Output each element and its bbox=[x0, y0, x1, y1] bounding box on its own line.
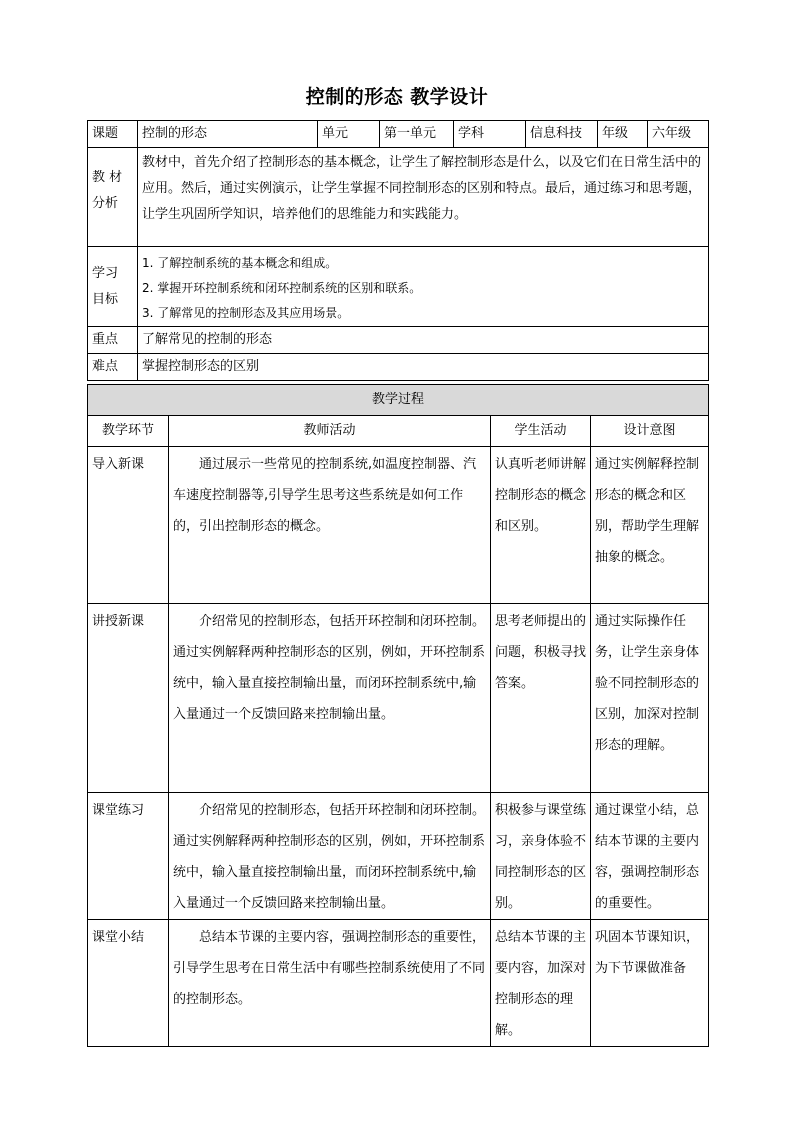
goals-label-line2: 目标 bbox=[92, 291, 119, 307]
grade-label: 年级 bbox=[598, 121, 648, 148]
student-activity-cell: 认真听老师讲解控制形态的概念和区别。 bbox=[491, 447, 591, 604]
goal-item: 1. 了解控制系统的基本概念和组成。 bbox=[142, 256, 338, 270]
header-intent: 设计意图 bbox=[591, 416, 709, 447]
header-stage: 教学环节 bbox=[88, 416, 169, 447]
unit-label: 单元 bbox=[318, 121, 380, 148]
info-row-analysis bbox=[88, 148, 709, 247]
teacher-activity-cell: 总结本节课的主要内容，强调控制形态的重要性，引导学生思考在日常生活中有哪些控制系统使用了不同的控制形态。 bbox=[169, 920, 491, 1047]
course-info-table bbox=[87, 120, 709, 381]
analysis-label-line2: 分析 bbox=[92, 196, 119, 211]
key-value: 了解常见的控制的形态 bbox=[138, 327, 709, 354]
topic-value: 控制的形态 bbox=[138, 121, 318, 148]
student-activity-cell: 总结本节课的主要内容，加深对控制形态的理解。 bbox=[491, 920, 591, 1047]
analysis-label-line1: 教 材 bbox=[92, 170, 123, 185]
process-row bbox=[88, 920, 709, 1047]
design-intent-cell: 巩固本节课知识，为下节课做准备 bbox=[591, 920, 709, 1047]
design-intent-cell: 通过实例解释控制形态的概念和区别，帮助学生理解抽象的概念。 bbox=[591, 447, 709, 604]
design-intent-cell: 通过实际操作任务，让学生亲身体验不同控制形态的区别，加深对控制形态的理解。 bbox=[591, 604, 709, 793]
process-header-row bbox=[88, 416, 709, 447]
process-row bbox=[88, 447, 709, 604]
design-intent-cell: 通过课堂小结，总结本节课的主要内容，强调控制形态的重要性。 bbox=[591, 793, 709, 920]
student-activity-cell: 思考老师提出的问题，积极寻找答案。 bbox=[491, 604, 591, 793]
stage-cell: 课堂练习 bbox=[88, 793, 169, 920]
subject-value: 信息科技 bbox=[526, 121, 598, 148]
goals-list bbox=[138, 247, 709, 327]
analysis-text: 教材中，首先介绍了控制形态的基本概念，让学生了解控制形态是什么，以及它们在日常生活中的应用。然后，通过实例演示，让学生掌握不同控制形态的区别和特点。最后，通过练习和思考题，让学生巩固所学知识，培养他们的思维能力和实践能力。 bbox=[138, 148, 709, 247]
teacher-activity-cell: 通过展示一些常见的控制系统,如温度控制器、汽车速度控制器等,引导学生思考这些系统是如何工作的，引出控制形态的概念。 bbox=[169, 447, 491, 604]
unit-value: 第一单元 bbox=[380, 121, 454, 148]
grade-value: 六年级 bbox=[648, 121, 709, 148]
process-banner-row bbox=[88, 385, 709, 416]
key-label: 重点 bbox=[88, 327, 138, 354]
topic-label: 课题 bbox=[88, 121, 138, 148]
goal-item: 3. 了解常见的控制形态及其应用场景。 bbox=[142, 306, 350, 320]
analysis-label bbox=[88, 148, 138, 247]
stage-cell: 导入新课 bbox=[88, 447, 169, 604]
header-student: 学生活动 bbox=[491, 416, 591, 447]
goals-label-line1: 学习 bbox=[92, 265, 119, 281]
stage-cell: 课堂小结 bbox=[88, 920, 169, 1047]
student-activity-cell: 积极参与课堂练习，亲身体验不同控制形态的区别。 bbox=[491, 793, 591, 920]
document-title: 控制的形态 教学设计 bbox=[305, 86, 489, 108]
process-row bbox=[88, 604, 709, 793]
stage-cell: 讲授新课 bbox=[88, 604, 169, 793]
teacher-activity-cell: 介绍常见的控制形态，包括开环控制和闭环控制。通过实例解释两种控制形态的区别，例如，开环控制系统中，输入量直接控制输出量，而闭环控制系统中,输入量通过一个反馈回路来控制输出量。 bbox=[169, 793, 491, 920]
goal-item: 2. 掌握开环控制系统和闭环控制系统的区别和联系。 bbox=[142, 281, 422, 295]
difficulty-label: 难点 bbox=[88, 354, 138, 381]
process-banner: 教学过程 bbox=[88, 385, 709, 416]
info-row-topic bbox=[88, 121, 709, 148]
teaching-process-table bbox=[87, 384, 709, 1047]
info-row-difficulty bbox=[88, 354, 709, 381]
header-teacher: 教师活动 bbox=[169, 416, 491, 447]
goals-label bbox=[88, 247, 138, 327]
info-row-goals bbox=[88, 247, 709, 327]
subject-label: 学科 bbox=[454, 121, 526, 148]
info-row-key bbox=[88, 327, 709, 354]
process-row bbox=[88, 793, 709, 920]
difficulty-value: 掌握控制形态的区别 bbox=[138, 354, 709, 381]
teacher-activity-cell: 介绍常见的控制形态，包括开环控制和闭环控制。通过实例解释两种控制形态的区别，例如，开环控制系统中，输入量直接控制输出量，而闭环控制系统中,输入量通过一个反馈回路来控制输出量。 bbox=[169, 604, 491, 793]
